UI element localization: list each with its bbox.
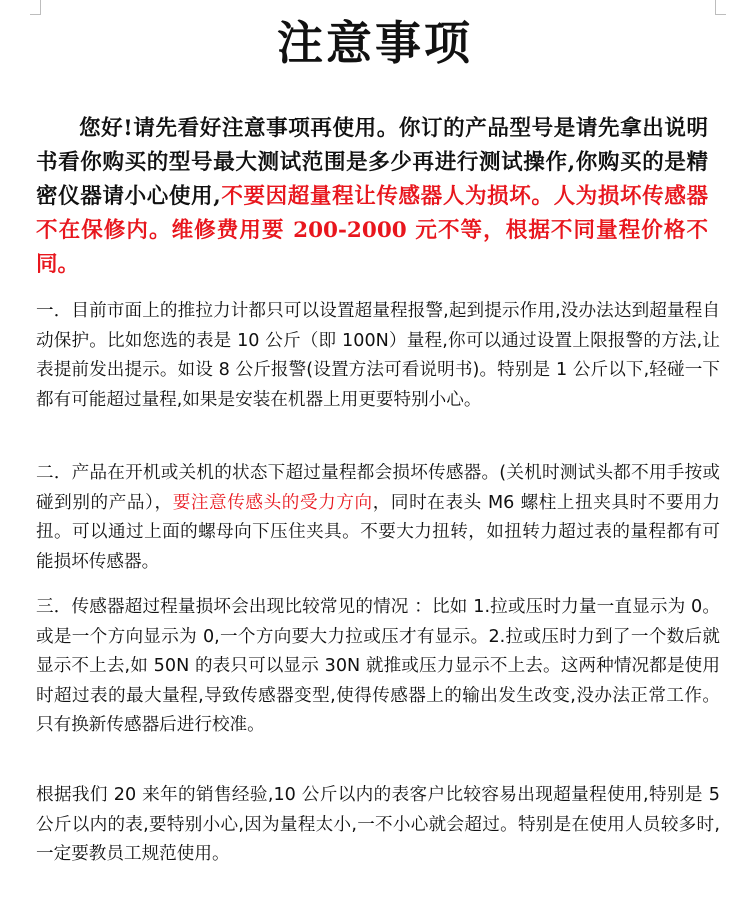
- note-2-text-a: 二．产品在开机或关机的状态下超过量程都会损坏传感器。(关机时测试头都不用手按或碰到别的产品），: [36, 463, 720, 513]
- note-paragraph-1: 一．目前市面上的推拉力计都只可以设置超量程报警,起到提示作用,没办法达到超量程自动保护。比如您选的表是 10 公斤（即 100N）量程,你可以通过设置上限报警的方法,让表提前发出提示。如设 8 公斤报警(设置方法可看说明书)。特别是 1 公斤以下,轻碰一下都有可能超过量程,如果是安装在机器上用更要特别小心。: [36, 301, 720, 410]
- page-title: 注意事项: [277, 16, 473, 70]
- note-paragraph-3: 三．传感器超过程量损坏会出现比较常见的情况 ：比如 1.拉或压时力量一直显示为 0。或是一个方向显示为 0,一个方向要大力拉或压才有显示。2.拉或压时力到了一个数后就显示不上去,如 50N 的表只可以显示 30N 就推或压力显示不上去。这两种情况都是使用时超过表的最大量程,导致传感器变型,使得传感器上的输出发生改变,没办法正常工作。只有换新传感器后进行校准。: [36, 597, 720, 735]
- note-2-text-b: ，同时在表头 M6 螺柱上扭夹具时不要用力扭。可以通过上面的螺母向下压住夹具。不要大力扭转，如扭转力超过表的量程都有可能损坏传感器。: [36, 492, 720, 572]
- note-paragraph-2: [36, 459, 720, 577]
- intro-text: 您好!请先看好注意事项再使用。你订的产品型号是请先拿出说明书看你购买的型号最大测试范围是多少再进行测试操作,你购买的是精密仪器请小心使用,: [36, 116, 708, 209]
- note-2-warning: 要注意传感头的受力方向: [172, 492, 373, 513]
- intro-warning-text: 不要因超量程让传感器人为损坏。人为损坏传感器不在保修内。维修费用要 200-2000 元不等，根据不同量程价格不同。: [36, 184, 708, 277]
- note-paragraph-4: 根据我们 20 来年的销售经验,10 公斤以内的表客户比较容易出现超量程使用,特别是 5 公斤以内的表,要特别小心,因为量程太小,一不小心就会超过。特别是在使用人员较多时,一定要教员工规范使用。: [36, 785, 720, 864]
- intro-paragraph: [36, 112, 708, 282]
